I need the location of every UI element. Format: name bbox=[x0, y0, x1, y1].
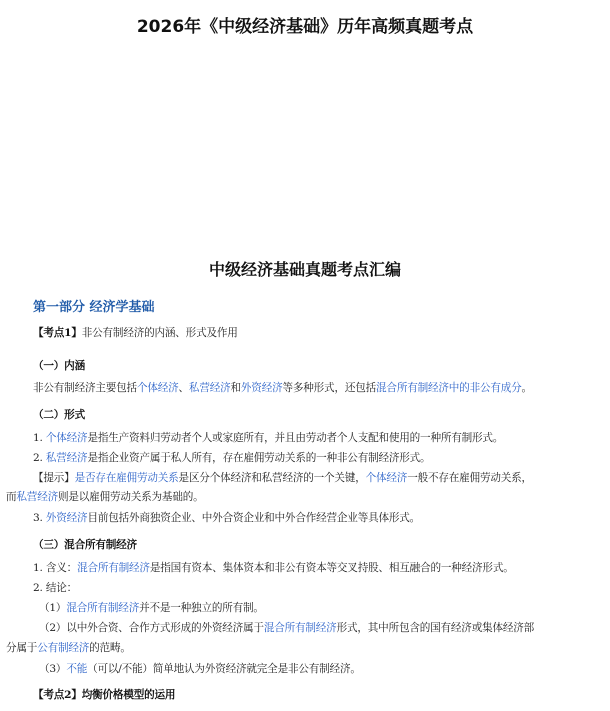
s1-hl-4: 混合所有制经济中的非公有成分 bbox=[376, 382, 522, 394]
tip-hl-3: 私营经济 bbox=[16, 491, 58, 503]
kp1-heading bbox=[33, 326, 238, 340]
s2-tip-cont bbox=[6, 490, 204, 504]
tip-hl-1: 是否存在雇佣劳动关系 bbox=[74, 472, 179, 484]
tip-hl-2: 个体经济 bbox=[365, 472, 408, 484]
s1-text-2: 、 bbox=[178, 382, 189, 394]
s3-meaning-hl: 混合所有制经济 bbox=[77, 562, 150, 574]
c1-text: 并不是一种独立的所有制。 bbox=[139, 602, 264, 614]
c3-num: （3） bbox=[39, 663, 67, 675]
s3-meaning-text: 是指国有资本、集体资本和非公有资本等交叉持股、相互融合的一种经济形式。 bbox=[149, 562, 514, 574]
s3-conclusion-3 bbox=[39, 662, 361, 676]
kp1-title: 非公有制经济的内涵、形式及作用 bbox=[81, 327, 238, 339]
document-title: 2026年《中级经济基础》历年高频真题考点 bbox=[136, 17, 474, 37]
s1-paragraph bbox=[33, 381, 532, 395]
tip-text-2: 一般不存在雇佣劳动关系， bbox=[407, 472, 532, 484]
kp2-label: 【考点2】 bbox=[33, 689, 82, 701]
s1-text-1: 非公有制经济主要包括 bbox=[33, 382, 137, 394]
s3-conclusion-2 bbox=[39, 621, 534, 635]
s1-text-3: 和 bbox=[230, 382, 241, 394]
s1-text-5: 。 bbox=[521, 382, 532, 394]
s2-item-2 bbox=[33, 451, 430, 465]
s2-item-1-num: 1. bbox=[33, 432, 46, 444]
s3-meaning-num: 1. 含义： bbox=[33, 562, 78, 574]
s1-hl-2: 私营经济 bbox=[188, 382, 231, 394]
tip-text-1: 是区分个体经济和私营经济的一个关键， bbox=[178, 472, 366, 484]
s3-conclusion-1 bbox=[39, 601, 264, 615]
section-title: 中级经济基础真题考点汇编 bbox=[208, 260, 401, 279]
kp2-title: 均衡价格模型的运用 bbox=[81, 689, 176, 701]
tip-label: 【提示】 bbox=[33, 472, 75, 484]
c3-text: （可以/不能）简单地认为外资经济就完全是非公有制经济。 bbox=[87, 663, 361, 675]
c2-text: 形式，其中所包含的国有经济或集体经济部 bbox=[336, 622, 535, 634]
s1-hl-3: 外资经济 bbox=[240, 382, 283, 394]
s2-item-2-text: 是指企业资产属于私人所有，存在雇佣劳动关系的一种非公有制经济形式。 bbox=[87, 452, 431, 464]
s1-text-4: 等多种形式，还包括 bbox=[282, 382, 377, 394]
s2-item-3 bbox=[33, 511, 420, 525]
c1-num: （1） bbox=[39, 602, 67, 614]
s3-conclusion-2-cont bbox=[6, 641, 131, 655]
kp1-label: 【考点1】 bbox=[33, 327, 82, 339]
s3-conclusion-label: 2. 结论： bbox=[33, 582, 78, 594]
s2-tip bbox=[33, 471, 532, 485]
s2-item-1-hl: 个体经济 bbox=[45, 432, 88, 444]
s2-heading: （二）形式 bbox=[33, 409, 85, 421]
s3-heading: （三）混合所有制经济 bbox=[33, 539, 137, 551]
c2-num: （2）以中外合资、合作方式形成的外资经济属于 bbox=[39, 622, 264, 634]
s2-item-3-num: 3. bbox=[33, 512, 46, 524]
s2-item-2-hl: 私营经济 bbox=[45, 452, 88, 464]
s3-meaning bbox=[33, 561, 514, 575]
s1-hl-1: 个体经济 bbox=[136, 382, 179, 394]
s1-heading: （一）内涵 bbox=[33, 360, 85, 372]
s2-item-1 bbox=[33, 431, 503, 445]
c1-hl: 混合所有制经济 bbox=[66, 602, 140, 614]
part-title: 第一部分 经济学基础 bbox=[33, 300, 155, 315]
s2-item-1-text: 是指生产资料归劳动者个人或家庭所有，并且由劳动者个人支配和使用的一种所有制形式。 bbox=[87, 432, 504, 444]
s2-item-3-text: 目前包括外商独资企业、中外合资企业和中外合作经营企业等具体形式。 bbox=[87, 512, 421, 524]
c2-hl: 混合所有制经济 bbox=[263, 622, 337, 634]
s2-item-2-num: 2. bbox=[33, 452, 46, 464]
c2b-text: 分属于 bbox=[6, 642, 38, 654]
c2b-hl: 公有制经济 bbox=[37, 642, 90, 654]
c3-hl: 不能 bbox=[66, 663, 88, 675]
s2-item-3-hl: 外资经济 bbox=[45, 512, 88, 524]
kp2-heading bbox=[33, 688, 175, 702]
tip-text-4: 则是以雇佣劳动关系为基础的。 bbox=[57, 491, 204, 503]
c2b-text-2: 的范畴。 bbox=[89, 642, 131, 654]
tip-text-3: 而 bbox=[6, 491, 17, 503]
